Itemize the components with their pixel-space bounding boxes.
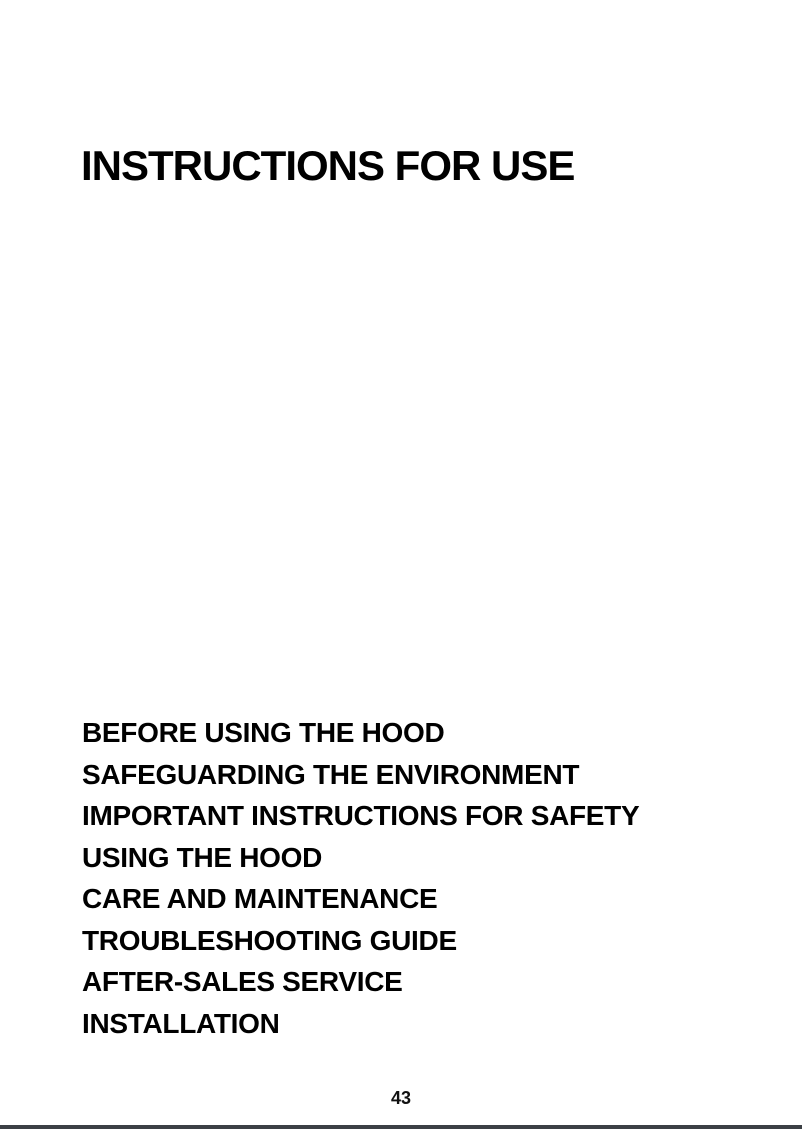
page-number: 43: [390, 1088, 412, 1108]
footer-rule: [0, 1125, 802, 1129]
toc-item-important-instructions-for-safety: IMPORTANT INSTRUCTIONS FOR SAFETY: [82, 800, 640, 831]
page-title: INSTRUCTIONS FOR USE: [81, 142, 575, 190]
toc-item-troubleshooting-guide: TROUBLESHOOTING GUIDE: [82, 924, 457, 956]
toc-item-care-and-maintenance: CARE AND MAINTENANCE: [82, 883, 438, 914]
table-of-contents: [82, 712, 639, 1044]
toc-item-safeguarding-the-environment: SAFEGUARDING THE ENVIRONMENT: [82, 758, 580, 790]
toc-item-installation: INSTALLATION: [82, 1007, 280, 1039]
toc-item-before-using-the-hood: BEFORE USING THE HOOD: [82, 717, 445, 748]
toc-item-after-sales-service: AFTER-SALES SERVICE: [82, 966, 403, 997]
toc-item-using-the-hood: USING THE HOOD: [82, 841, 323, 873]
